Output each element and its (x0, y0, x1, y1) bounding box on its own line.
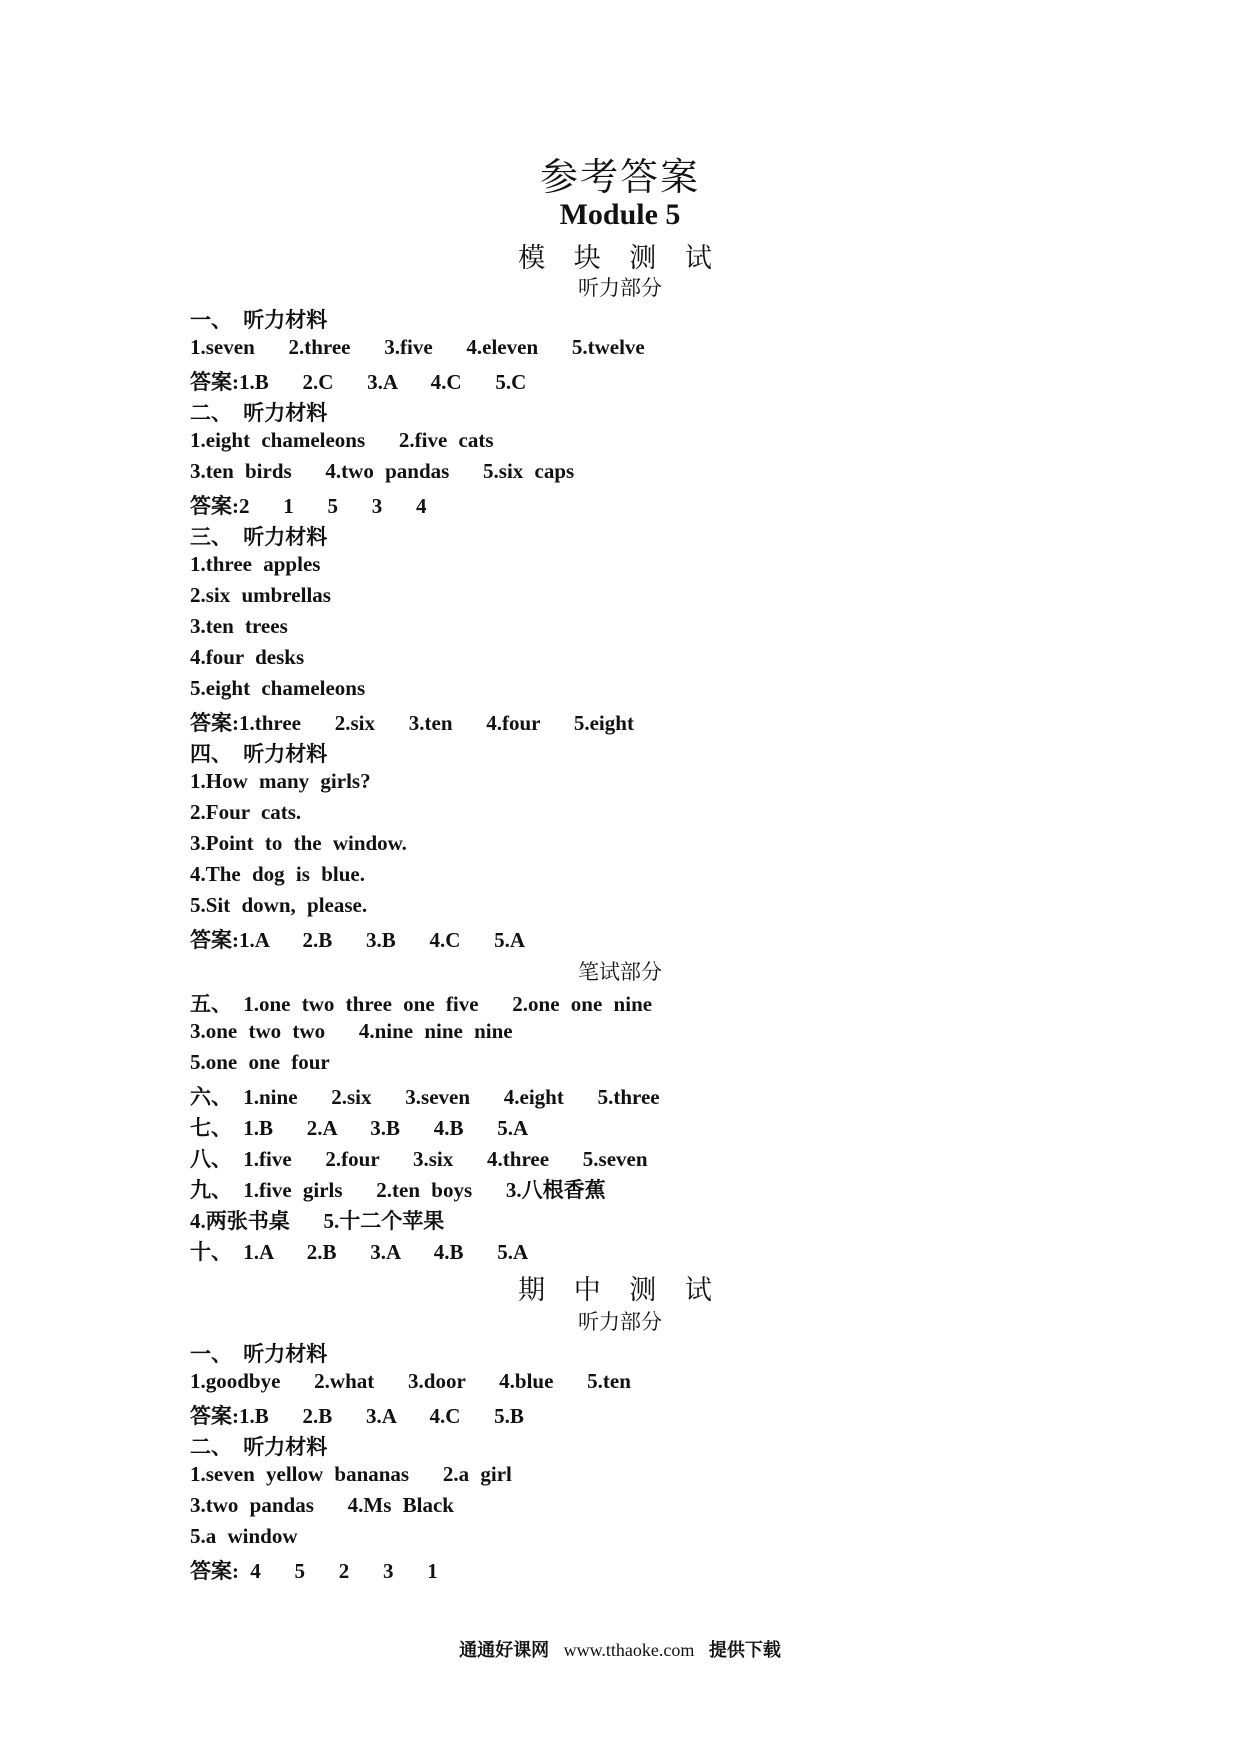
answer-line: 五、 1.one two three one five 2.one one nine (190, 992, 653, 1016)
answer-line: 5.eight chameleons (190, 676, 366, 700)
module-test-title: 模 块 测 试 (518, 243, 722, 274)
answer-line: 答案:2 1 5 3 4 (190, 494, 427, 518)
answer-line: 1.How many girls? (190, 769, 371, 793)
answer-line: 1.seven 2.three 3.five 4.eleven 5.twelve (190, 335, 645, 359)
answer-line: 4.four desks (190, 645, 305, 669)
page-title: 参考答案 (539, 155, 700, 199)
answer-line: 二、 听力材料 (190, 401, 328, 425)
answer-line: 3.ten birds 4.two pandas 5.six caps (190, 459, 575, 483)
midterm-listening-title: 听力部分 (578, 1310, 662, 1334)
answer-line: 4.The dog is blue. (190, 862, 365, 886)
answer-line: 3.ten trees (190, 614, 288, 638)
answer-line: 3.one two two 4.nine nine nine (190, 1019, 513, 1043)
answer-line: 1.seven yellow bananas 2.a girl (190, 1462, 512, 1486)
answer-line: 答案:1.three 2.six 3.ten 4.four 5.eight (190, 711, 634, 735)
answer-line: 七、 1.B 2.A 3.B 4.B 5.A (190, 1116, 529, 1140)
answer-line: 答案:1.A 2.B 3.B 4.C 5.A (190, 928, 526, 952)
answer-line: 1.eight chameleons 2.five cats (190, 428, 494, 452)
answer-line: 1.three apples (190, 552, 321, 576)
answer-line: 四、 听力材料 (190, 742, 328, 766)
answer-line: 三、 听力材料 (190, 525, 328, 549)
answer-line: 5.a window (190, 1524, 298, 1548)
answer-line: 4.两张书桌 5.十二个苹果 (190, 1209, 445, 1233)
answer-line: 六、 1.nine 2.six 3.seven 4.eight 5.three (190, 1085, 660, 1109)
footer-url-link[interactable]: www.tthaoke.com (563, 1640, 695, 1660)
answer-line: 5.one one four (190, 1050, 330, 1074)
module-test-listening-title: 听力部分 (578, 276, 662, 300)
footer-site-name: 通通好课网 (459, 1640, 550, 1660)
module-title: Module 5 (559, 198, 681, 231)
answer-line: 2.Four cats. (190, 800, 302, 824)
answer-line: 3.two pandas 4.Ms Black (190, 1493, 454, 1517)
answer-line: 一、 听力材料 (190, 1342, 328, 1366)
answer-line: 八、 1.five 2.four 3.six 4.three 5.seven (190, 1147, 648, 1171)
module-test-written-title: 笔试部分 (578, 960, 662, 984)
midterm-test-title: 期 中 测 试 (518, 1275, 722, 1306)
answer-line: 十、 1.A 2.B 3.A 4.B 5.A (190, 1240, 529, 1264)
answer-line: 二、 听力材料 (190, 1435, 328, 1459)
answer-line: 九、 1.five girls 2.ten boys 3.八根香蕉 (190, 1178, 606, 1202)
answer-line: 答案:1.B 2.C 3.A 4.C 5.C (190, 370, 527, 394)
answer-line: 3.Point to the window. (190, 831, 407, 855)
footer (0, 1636, 1240, 1662)
answer-line: 答案:1.B 2.B 3.A 4.C 5.B (190, 1404, 524, 1428)
answer-line: 1.goodbye 2.what 3.door 4.blue 5.ten (190, 1369, 631, 1393)
answer-line: 答案: 4 5 2 3 1 (190, 1559, 438, 1583)
answer-line: 5.Sit down, please. (190, 893, 368, 917)
footer-download-text: 提供下载 (708, 1640, 781, 1660)
answer-line: 一、 听力材料 (190, 308, 328, 332)
answer-line: 2.six umbrellas (190, 583, 331, 607)
